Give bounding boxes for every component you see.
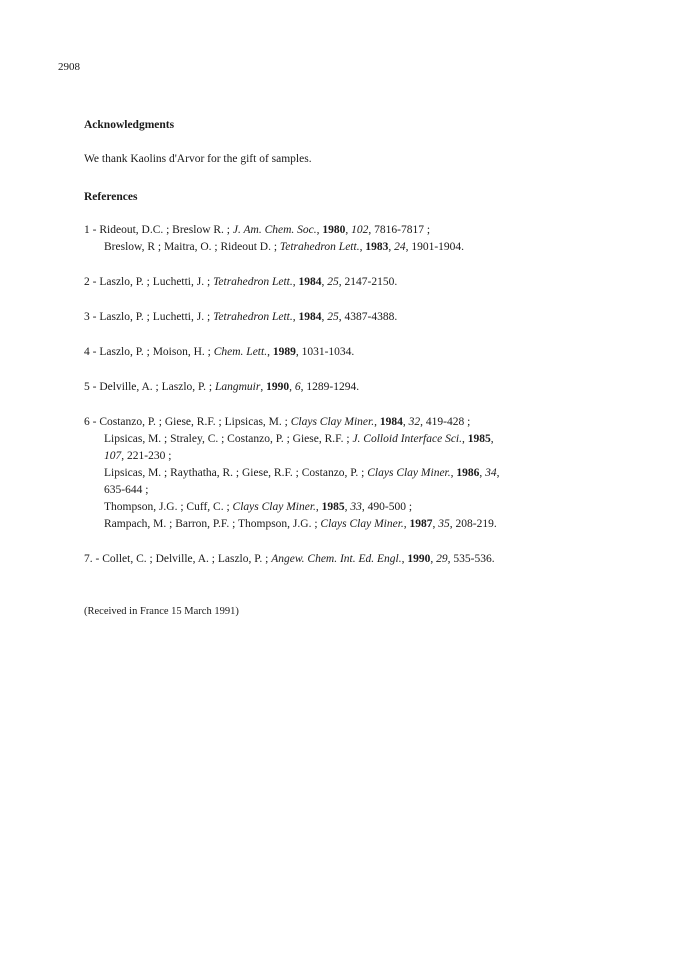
reference-text: , bbox=[490, 433, 494, 445]
acknowledgments-heading: Acknowledgments bbox=[84, 119, 175, 131]
received-date: (Received in France 15 March 1991) bbox=[84, 606, 239, 617]
reference-text: , bbox=[289, 381, 295, 393]
reference-item bbox=[84, 551, 644, 568]
reference-text: Costanzo, P. ; Giese, R.F. ; Lipsicas, M. ; bbox=[99, 416, 291, 428]
reference-text: , bbox=[374, 416, 380, 428]
reference-text: , 7816-7817 ; bbox=[368, 224, 431, 236]
reference-text: Angew. Chem. Int. Ed. Engl. bbox=[271, 553, 402, 565]
reference-text: , 208-219. bbox=[449, 518, 497, 530]
reference-item bbox=[84, 379, 644, 396]
reference-line bbox=[84, 222, 644, 239]
reference-text: 33 bbox=[350, 501, 362, 513]
reference-line bbox=[84, 499, 644, 516]
page-number: 2908 bbox=[58, 61, 80, 73]
reference-text: , 419-428 ; bbox=[420, 416, 471, 428]
reference-text: Rampach, M. ; Barron, P.F. ; Thompson, J.G. ; bbox=[104, 518, 321, 530]
reference-text: , 490-500 ; bbox=[361, 501, 413, 513]
reference-text: 1989 bbox=[272, 346, 296, 358]
reference-text: Thompson, J.G. ; Cuff, C. ; bbox=[104, 501, 233, 513]
reference-text: Laszlo, P. ; Luchetti, J. ; bbox=[99, 311, 214, 323]
reference-text: , bbox=[344, 501, 351, 513]
reference-text: 1990 bbox=[407, 553, 431, 565]
reference-text: Lipsicas, M. ; Straley, C. ; Costanzo, P. ; Giese, R.F. ; bbox=[104, 433, 353, 445]
reference-text: 1986 bbox=[456, 467, 480, 479]
reference-item bbox=[84, 344, 644, 361]
reference-text: , bbox=[315, 501, 322, 513]
reference-text: , bbox=[345, 224, 352, 236]
reference-text: , bbox=[388, 241, 395, 253]
reference-text: Clays Clay Miner. bbox=[320, 518, 404, 530]
reference-text: , bbox=[321, 311, 328, 323]
reference-text: , bbox=[432, 518, 439, 530]
reference-line bbox=[84, 239, 644, 256]
reference-text: Tetrahedron Lett. bbox=[279, 241, 360, 253]
reference-text: 1990 bbox=[266, 381, 290, 393]
reference-text: , bbox=[267, 346, 273, 358]
reference-text: , bbox=[260, 381, 267, 393]
reference-text: , 2147-2150. bbox=[338, 276, 398, 288]
reference-line bbox=[84, 448, 644, 465]
reference-text: 6 bbox=[294, 381, 301, 393]
reference-text: Langmuir bbox=[214, 381, 261, 393]
reference-text: 635-644 ; bbox=[104, 484, 149, 496]
reference-text: 32 bbox=[408, 416, 421, 428]
reference-list bbox=[84, 222, 644, 586]
reference-line bbox=[84, 414, 644, 431]
reference-text: , 1901-1904. bbox=[405, 241, 465, 253]
reference-number: 2 - bbox=[84, 276, 100, 288]
reference-text: Laszlo, P. ; Luchetti, J. ; bbox=[99, 276, 214, 288]
reference-text: 107 bbox=[104, 450, 122, 462]
reference-text: Clays Clay Miner. bbox=[367, 467, 451, 479]
reference-text: , bbox=[359, 241, 366, 253]
reference-text: , bbox=[316, 224, 323, 236]
reference-line bbox=[84, 551, 644, 568]
reference-line bbox=[84, 431, 644, 448]
reference-text: Lipsicas, M. ; Raythatha, R. ; Giese, R.F. ; Costanzo, P. ; bbox=[104, 467, 368, 479]
reference-text: , bbox=[496, 467, 500, 479]
reference-text: 1985 bbox=[321, 501, 345, 513]
reference-text: 1987 bbox=[409, 518, 433, 530]
reference-text: Collet, C. ; Delville, A. ; Laszlo, P. ; bbox=[102, 553, 272, 565]
acknowledgments-text: We thank Kaolins d'Arvor for the gift of samples. bbox=[84, 153, 312, 165]
reference-line bbox=[84, 516, 644, 533]
reference-text: , bbox=[403, 518, 410, 530]
reference-number: 1 - bbox=[84, 224, 100, 236]
reference-text: J. Colloid Interface Sci. bbox=[352, 433, 462, 445]
reference-text: , bbox=[292, 276, 299, 288]
reference-text: , 535-536. bbox=[447, 553, 495, 565]
reference-text: , bbox=[321, 276, 328, 288]
reference-text: 1984 bbox=[298, 311, 322, 323]
reference-text: 25 bbox=[327, 311, 339, 323]
reference-text: 35 bbox=[438, 518, 450, 530]
reference-number: 7. - bbox=[84, 553, 103, 565]
reference-text: Tetrahedron Lett. bbox=[213, 276, 293, 288]
reference-line bbox=[84, 465, 644, 482]
reference-text: Chem. Lett. bbox=[213, 346, 268, 358]
reference-text: 1980 bbox=[322, 224, 346, 236]
reference-text: 1985 bbox=[467, 433, 491, 445]
reference-text: Laszlo, P. ; Moison, H. ; bbox=[99, 346, 214, 358]
reference-number: 6 - bbox=[84, 416, 100, 428]
reference-item bbox=[84, 274, 644, 291]
reference-text: , 1289-1294. bbox=[300, 381, 360, 393]
reference-text: , bbox=[462, 433, 468, 445]
reference-text: 1983 bbox=[365, 241, 389, 253]
reference-line bbox=[84, 379, 644, 396]
reference-text: , bbox=[402, 416, 409, 428]
reference-text: , 1031-1034. bbox=[295, 346, 355, 358]
reference-text: , bbox=[479, 467, 486, 479]
reference-number: 4 - bbox=[84, 346, 100, 358]
reference-text: 34 bbox=[485, 467, 497, 479]
reference-item bbox=[84, 309, 644, 326]
references-heading: References bbox=[84, 191, 138, 203]
reference-text: , bbox=[450, 467, 457, 479]
reference-line bbox=[84, 274, 644, 291]
reference-text: 25 bbox=[327, 276, 339, 288]
reference-text: 1984 bbox=[298, 276, 322, 288]
reference-text: 1984 bbox=[379, 416, 403, 428]
reference-text: Rideout, D.C. ; Breslow R. ; bbox=[99, 224, 233, 236]
reference-line bbox=[84, 309, 644, 326]
reference-text: 24 bbox=[394, 241, 406, 253]
reference-text: 102 bbox=[351, 224, 369, 236]
reference-text: , bbox=[430, 553, 437, 565]
reference-text: J. Am. Chem. Soc. bbox=[232, 224, 317, 236]
reference-text: Clays Clay Miner. bbox=[232, 501, 316, 513]
reference-text: Breslow, R ; Maitra, O. ; Rideout D. ; bbox=[104, 241, 280, 253]
reference-line bbox=[84, 344, 644, 361]
reference-item bbox=[84, 414, 644, 533]
reference-text: , 221-230 ; bbox=[121, 450, 172, 462]
reference-number: 5 - bbox=[84, 381, 100, 393]
reference-text: , 4387-4388. bbox=[338, 311, 398, 323]
reference-text: , bbox=[401, 553, 408, 565]
reference-number: 3 - bbox=[84, 311, 100, 323]
reference-text: , bbox=[292, 311, 299, 323]
reference-line bbox=[84, 482, 644, 499]
reference-text: Delville, A. ; Laszlo, P. ; bbox=[99, 381, 215, 393]
reference-text: Tetrahedron Lett. bbox=[213, 311, 293, 323]
reference-item bbox=[84, 222, 644, 256]
reference-text: Clays Clay Miner. bbox=[290, 416, 375, 428]
reference-text: 29 bbox=[436, 553, 448, 565]
